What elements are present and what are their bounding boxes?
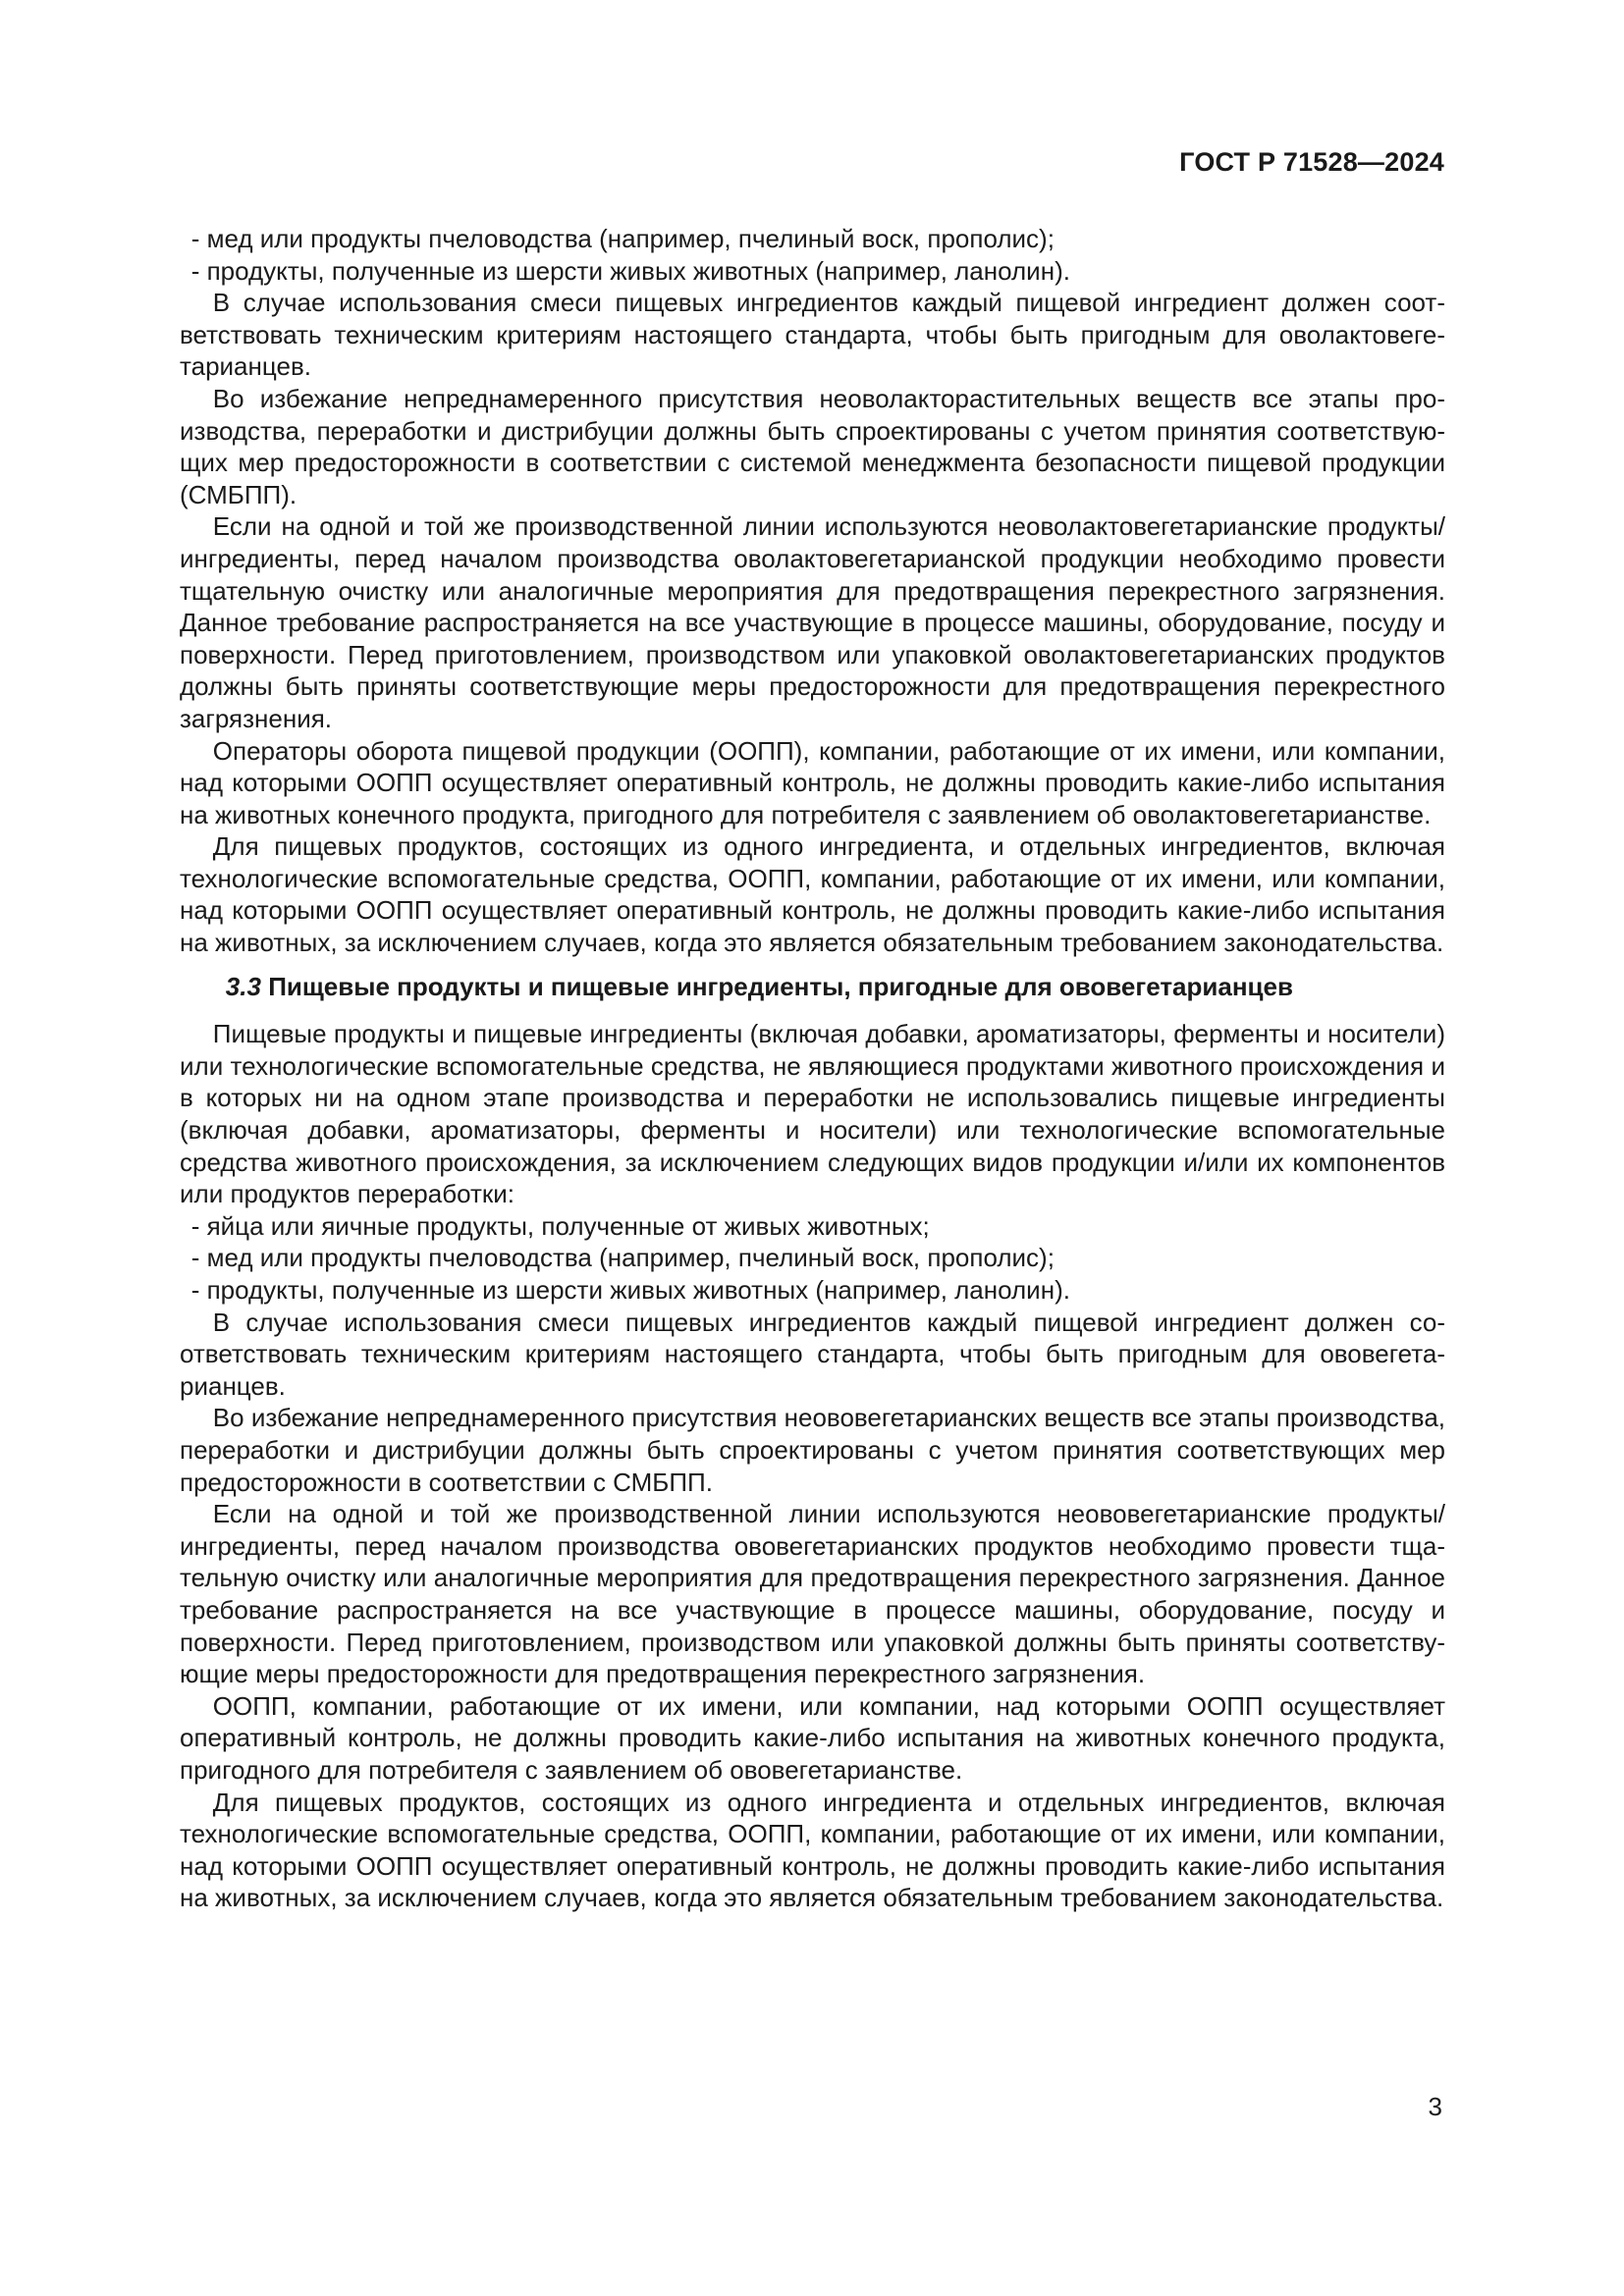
page-number: 3 xyxy=(1428,2092,1442,2121)
document-body xyxy=(180,223,1445,1914)
paragraph: Во избежание непреднамеренного присутствия неоволакторастительных веществ все этапы производства, переработки и дистрибуции должны быть спроектированы с учетом принятия соответствующих мер предосторожности в соответствии с системой менеджмента безопасности пищевой продукции (СМБПП). xyxy=(180,383,1445,509)
list-item: - яйца или яичные продукты, полученные от живых животных; xyxy=(190,1210,930,1241)
paragraph: Во избежание непреднамеренного присутствия неововегетарианских веществ все этапы производства, переработки и дистрибуции должны быть спроектированы с учетом принятия соответствующих мер предосторожности в соответствии с СМБПП. xyxy=(180,1403,1445,1497)
section-heading xyxy=(180,971,1445,1003)
paragraph: Для пищевых продуктов, состоящих из одного ингредиента, и отдельных ингредиентов, включая технологические вспомогательные средства, ООПП, компании, работающие от их имени, или компании, над которыми ООПП осуществляет оперативный контроль, не должны проводить какие-либо испытания на животных, за исключением случаев, когда это является обязательным требованием законодательства. xyxy=(180,831,1445,958)
paragraphs-block-b xyxy=(180,1018,1445,1914)
document-header-standard: ГОСТ Р 71528—2024 xyxy=(1179,147,1444,177)
paragraph: Пищевые продукты и пищевые ингредиенты (включая добавки, ароматизаторы, ферменты и носители) или технологические вспомогательные средства, не являющиеся продуктами животного происхождения и в которых ни на одном этапе производства и переработки не использовались пищевые ингредиенты (включая добавки, ароматизаторы, ферменты и носители) или технологические вспомогательные средства животного происхождения, за исключением следующих видов продукции и/или их компонентов или продуктов переработки: xyxy=(180,1019,1445,1209)
list-item: - мед или продукты пчеловодства (например, пчелиный воск, прополис); xyxy=(190,1243,1055,1273)
paragraph: В случае использования смеси пищевых ингредиентов каждый пищевой ингредиент должен соответствовать техническим критериям настоящего стандарта, чтобы быть пригодным для ововегетарианцев. xyxy=(180,1307,1445,1401)
paragraph: ООПП, компании, работающие от их имени, или компании, над которыми ООПП осуществляет оперативный контроль, не должны проводить какие-либо испытания на животных конечного продукта, пригодного для потребителя с заявлением об ововегетарианстве. xyxy=(180,1690,1445,1785)
section-number: 3.3 xyxy=(225,971,261,1001)
paragraph: Для пищевых продуктов, состоящих из одного ингредиента и отдельных ингредиентов, включая технологические вспомогательные средства, ООПП, компании, работающие от их имени, или компании, над которыми ООПП осуществляет оперативный контроль, не должны проводить какие-либо испытания на животных, за исключением случаев, когда это является обязательным требованием законодательства. xyxy=(180,1787,1445,1913)
paragraph: Если на одной и той же производственной линии используются неоволактовегетарианские продукты/ингредиенты, перед началом производства оволактовегетарианской продукции необходимо провести тщательную очистку или аналогичные мероприятия для предотвращения перекрестного загрязнения. Данное требование распространяется на все участвующие в процессе машины, оборудование, посуду и поверхности. Перед приготовлением, производством или упаковкой оволактовегетарианских продуктов должны быть приняты соответствующие меры предосторожности для предотвращения перекрестного загрязнения. xyxy=(180,511,1445,733)
paragraph: Если на одной и той же производственной линии используются неововегетарианские продукты/ ингредиенты, перед началом производства ововегетарианских продуктов необходимо провести тщательную очистку или аналогичные мероприятия для предотвращения перекрестного загрязнения. Данное требование распространяется на все участвующие в процессе машины, оборудование, посуду и поверхности. Перед приготовлением, производством или упаковкой должны быть приняты соответствующие меры предосторожности для предотвращения перекрестного загрязнения. xyxy=(180,1499,1445,1689)
paragraph: В случае использования смеси пищевых ингредиентов каждый пищевой ингредиент должен соответствовать техническим критериям настоящего стандарта, чтобы быть пригодным для оволактовегетарианцев. xyxy=(180,288,1445,382)
list-item: - продукты, полученные из шерсти живых животных (например, ланолин). xyxy=(190,255,1070,286)
paragraph: Операторы оборота пищевой продукции (ООПП), компании, работающие от их имени, или компании, над которыми ООПП осуществляет оперативный контроль, не должны проводить какие-либо испытания на животных конечного продукта, пригодного для потребителя с заявлением об оволактовегетарианстве. xyxy=(180,735,1445,829)
section-title: Пищевые продукты и пищевые ингредиенты, пригодные для ововегетарианцев xyxy=(268,971,1293,1001)
list-item: - продукты, полученные из шерсти живых животных (например, ланолин). xyxy=(190,1275,1070,1305)
list-item: - мед или продукты пчеловодства (например, пчелиный воск, прополис); xyxy=(190,224,1055,253)
paragraphs-block-a xyxy=(180,223,1445,959)
